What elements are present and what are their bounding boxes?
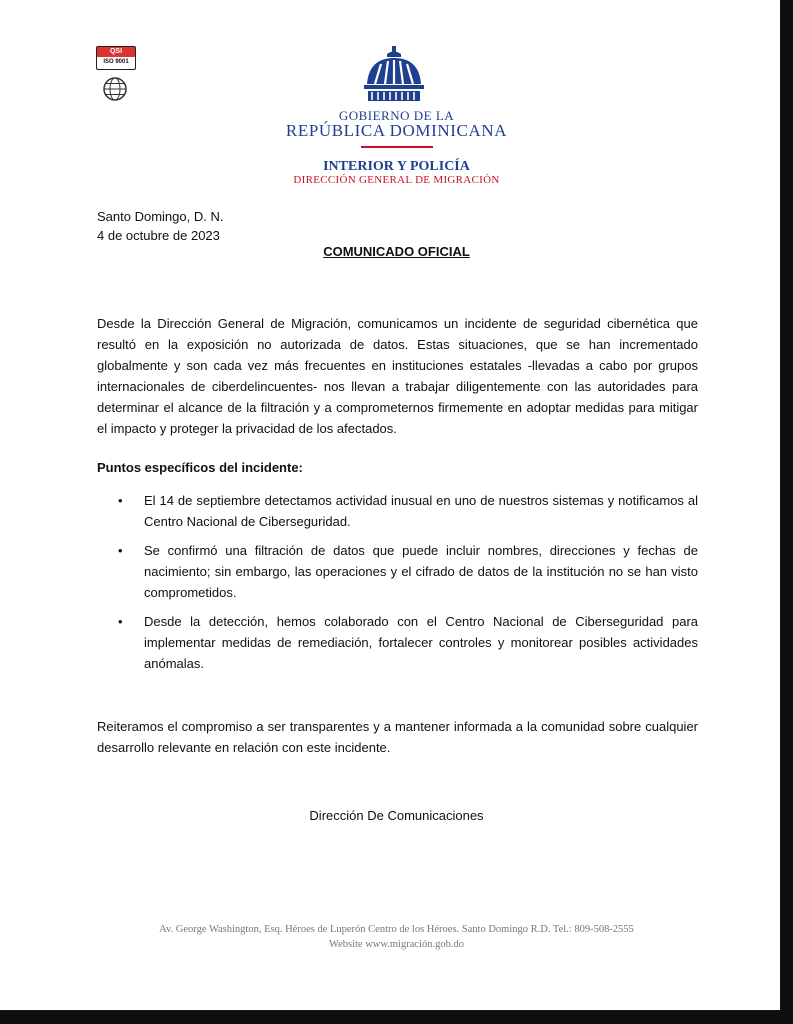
list-item bbox=[118, 540, 698, 603]
points-heading: Puntos específicos del incidente: bbox=[97, 460, 303, 475]
closing-paragraph: Reiteramos el compromiso a ser transparentes y a mantener informada a la comunidad sobre cualquier desarrollo relevante en relación con este incidente. bbox=[97, 719, 698, 755]
red-divider bbox=[361, 146, 433, 148]
ministry-name: INTERIOR Y POLICÍA bbox=[323, 159, 470, 174]
list-item bbox=[118, 490, 698, 532]
government-line-1: GOBIERNO DE LA bbox=[338, 108, 455, 123]
iso-standard: ISO 9001 bbox=[103, 59, 129, 65]
government-line-2: REPÚBLICA DOMINICANA bbox=[285, 121, 508, 140]
intro-paragraph: Desde la Dirección General de Migración, comunicamos un incidente de seguridad cibernética que resultó en la exposición no autorizada de datos. Estas situaciones, que se han incrementado globalmente y son cada vez más frecuentes en instituciones estatales -llevadas a cabo por grupos internacionales de ciberdelincuentes- nos llevan a trabajar diligentemente con las autoridades para determinar el alcance de la filtración y a comprometernos firmemente en adoptar medidas para mitigar el impacto y proteger la privacidad de los afectados. bbox=[97, 316, 698, 436]
globe-icon bbox=[102, 76, 128, 102]
signature: Dirección De Comunicaciones bbox=[309, 808, 484, 823]
footer-address: Av. George Washington, Esq. Héroes de Luperón Centro de los Héroes. Santo Domingo R.D. Tel.: 809-508-2555 bbox=[159, 924, 634, 935]
place: Santo Domingo, D. N. bbox=[97, 209, 224, 224]
bullet-icon: • bbox=[118, 543, 123, 558]
bullet-icon: • bbox=[118, 493, 123, 508]
incident-points-list bbox=[118, 490, 698, 682]
iso-certification-logo bbox=[96, 46, 136, 112]
bullet-icon: • bbox=[118, 614, 123, 629]
government-dome-crest-icon bbox=[361, 44, 427, 106]
list-item-text: Desde la detección, hemos colaborado con el Centro Nacional de Ciberseguridad para implementar medidas de remediación, fortalecer controles y monitorear posibles actividades anómalas. bbox=[144, 614, 698, 671]
list-item bbox=[118, 611, 698, 674]
list-item-text: Se confirmó una filtración de datos que puede incluir nombres, direcciones y fechas de nacimiento; sin embargo, las operaciones y el cifrado de datos de la institución no se han visto comprometidos. bbox=[144, 543, 698, 600]
date: 4 de octubre de 2023 bbox=[97, 228, 220, 243]
iso-badge bbox=[96, 46, 136, 70]
document-title: COMUNICADO OFICIAL bbox=[323, 244, 470, 259]
list-item-text: El 14 de septiembre detectamos actividad inusual en uno de nuestros sistemas y notificamos al Centro Nacional de Ciberseguridad. bbox=[144, 493, 698, 529]
iso-brand: QSI bbox=[97, 47, 135, 57]
place-date-block bbox=[97, 207, 223, 245]
directorate-name: DIRECCIÓN GENERAL DE MIGRACIÓN bbox=[293, 174, 500, 186]
footer-website: Website www.migración.gob.do bbox=[329, 939, 464, 950]
